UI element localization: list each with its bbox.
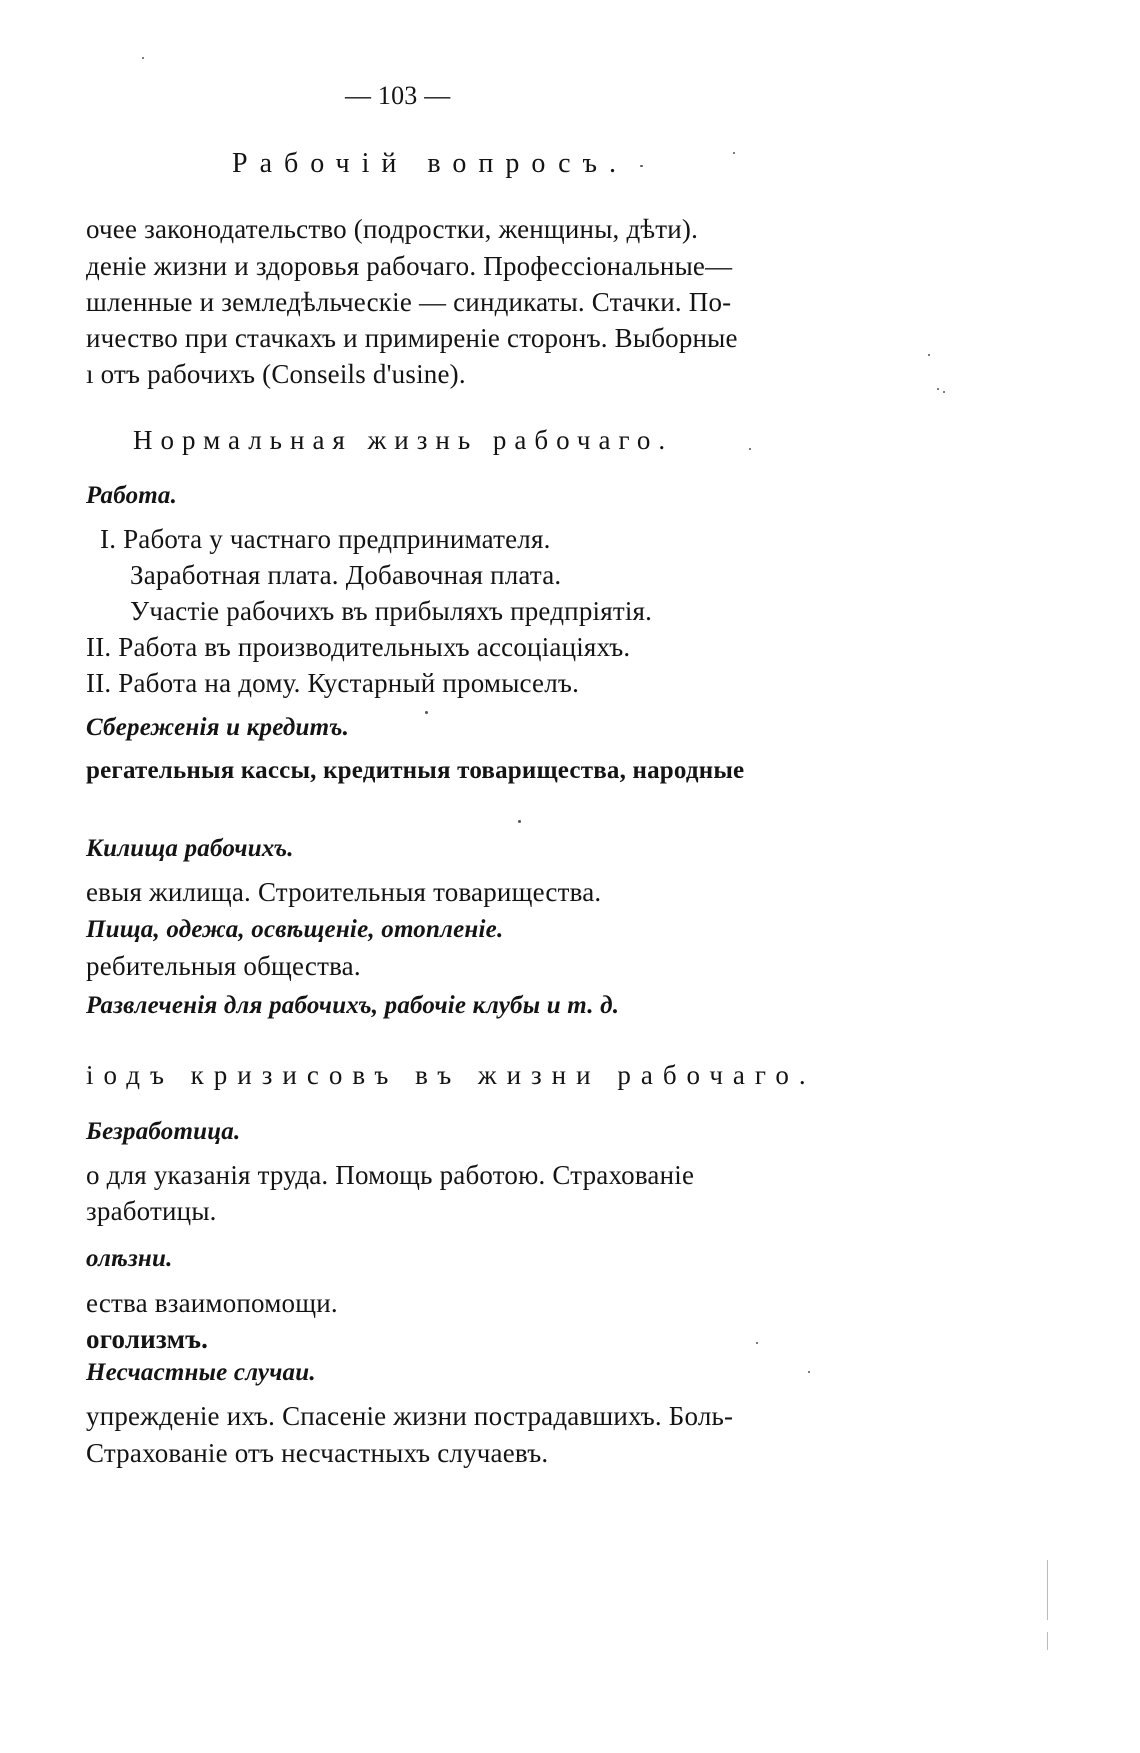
scan-speck	[928, 354, 930, 356]
unemployment-line-1: о для указанія труда. Помощь работою. Страхованіе	[86, 1160, 695, 1190]
work-item-4: II. Работа въ производительныхъ ассоціаціяхъ.	[86, 632, 631, 662]
leisure-subheading: Развлеченія для рабочихъ, рабочіе клубы и т. д.	[86, 992, 620, 1019]
work-item-1: I. Работа у частнаго предпринимателя.	[100, 524, 551, 554]
intro-line-3: шленные и земледѣльческіе — синдикаты. Стачки. По-	[86, 287, 732, 317]
work-item-2: Заработная плата. Добавочная плата.	[130, 560, 562, 590]
food-subheading: Пища, одежа, освѣщеніе, отопленіе.	[86, 916, 504, 943]
work-subheading: Работа.	[86, 482, 178, 509]
scan-speck	[142, 57, 144, 59]
margin-mark	[1047, 1560, 1048, 1620]
scan-speck	[937, 388, 939, 390]
scan-speck	[756, 1342, 758, 1344]
accidents-line-2: Страхованіе отъ несчастныхъ случаевъ.	[86, 1438, 549, 1468]
page-number: — 103 —	[345, 81, 451, 110]
food-text: ребительныя общества.	[86, 951, 361, 981]
section-heading-crises: іодъ кризисовъ въ жизни рабочаго.	[86, 1060, 816, 1090]
accidents-subheading: Несчастные случаи.	[86, 1359, 316, 1386]
scan-speck	[640, 165, 643, 167]
margin-mark	[1047, 1632, 1048, 1650]
scan-speck	[808, 1371, 810, 1373]
illness-line: ества взаимопомощи.	[86, 1288, 338, 1318]
intro-line-1: очее законодательство (подростки, женщины, дѣти).	[86, 214, 699, 244]
scan-speck	[518, 820, 521, 823]
illness-subheading: олѣзни.	[86, 1245, 173, 1272]
work-item-5: II. Работа на дому. Кустарный промыселъ.	[86, 668, 580, 698]
housing-subheading: Килища рабочихъ.	[86, 835, 294, 862]
unemployment-line-2: зработицы.	[86, 1196, 217, 1226]
scan-speck	[943, 391, 945, 393]
scan-speck	[425, 711, 428, 714]
intro-line-4: ичество при стачкахъ и примиреніе сторонъ. Выборные	[86, 323, 738, 353]
alcohol-line: оголизмъ.	[86, 1324, 209, 1354]
accidents-line-1: упрежденіе ихъ. Спасеніе жизни пострадавшихъ. Боль-	[86, 1401, 734, 1431]
work-item-3: Участіе рабочихъ въ прибыляхъ предпріятія.	[130, 596, 653, 626]
housing-text: евыя жилища. Строительныя товарищества.	[86, 877, 602, 907]
unemployment-subheading: Безработица.	[86, 1118, 241, 1145]
intro-line-5: ı отъ рабочихъ (Conseils d'usine).	[86, 359, 466, 389]
savings-text: регательныя кассы, кредитныя товарищества, народные	[86, 757, 745, 784]
page-title: Рабочій вопросъ.	[232, 148, 628, 179]
section-heading-normal-life: Нормальная жизнь рабочаго.	[133, 425, 674, 455]
scan-speck	[749, 448, 751, 450]
savings-subheading: Сбереженія и кредитъ.	[86, 714, 350, 741]
intro-line-2: деніе жизни и здоровья рабочаго. Профессіональные—	[86, 251, 733, 281]
scan-speck	[733, 152, 735, 154]
